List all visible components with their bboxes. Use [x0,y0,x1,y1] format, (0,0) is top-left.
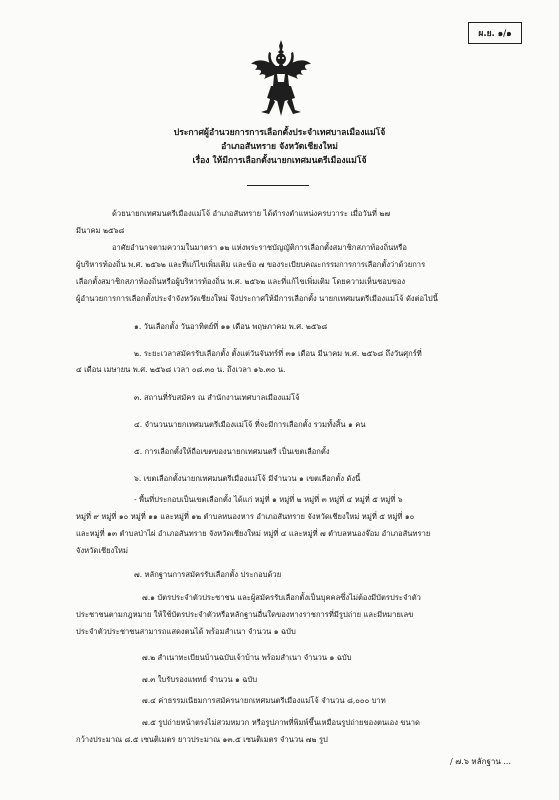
intro-p2-line3: เลือกตั้งสมาชิกสภาท้องถิ่นหรือผู้บริหารท้องถิ่น พ.ศ. ๒๕๖๒ และที่แก้ไขเพิ่มเติม โดยความเห็นชอบของ [76,277,406,286]
intro-p2-line4: ผู้อำนวยการการเลือกตั้งประจำจังหวัดเชียงใหม่ จึงประกาศให้มีการเลือกตั้ง นายกเทศมนตรีเมืองแม่โจ้ ดังต่อไปนี้ [76,294,438,303]
item-7-5-line2: กว้างประมาณ ๘.๕ เซนติเมตร ยาวประมาณ ๑๓.๕ เซนติเมตร จำนวน ๗๒ รูป [76,735,328,744]
intro-p1-line1: ด้วยนายกเทศมนตรีเมืองแม่โจ้ อำเภอสันทราย ได้ดำรงตำแหน่งครบวาระ เมื่อวันที่ ๒๗ [112,209,391,218]
item-4-count: ๔. จำนวนนายกเทศมนตรีเมืองแม่โจ้ ที่จะมีการเลือกตั้ง รวมทั้งสิ้น ๑ คน [134,420,366,429]
announcement-header [0,126,559,168]
intro-p2-line1: อาศัยอำนาจตามความในมาตรา ๑๒ แห่งพระราชบัญญัติการเลือกตั้งสมาชิกสภาท้องถิ่นหรือ [112,243,407,252]
header-title-line2: อำเภอสันทราย จังหวัดเชียงใหม่ [221,142,338,152]
area-line4: จังหวัดเชียงใหม่ [76,546,128,555]
item-7-4: ๗.๔ ค่าธรรมเนียมการสมัครนายกเทศมนตรีเมืองแม่โจ้ จำนวน ๘,๐๐๐ บาท [142,696,386,705]
item-7-documents: ๗. หลักฐานการสมัครรับเลือกตั้ง ประกอบด้วย [134,570,282,579]
header-divider [247,185,309,186]
item-7-3: ๗.๓ ใบรับรองแพทย์ จำนวน ๑ ฉบับ [142,675,258,684]
item-7-1-line2: ประชาชนตามกฎหมาย ให้ใช้บัตรประจำตัวหรือหลักฐานอื่นใดของทางราชการที่มีรูปถ่าย และมีหมายเลข [76,610,414,619]
item-6-zones: ๖. เขตเลือกตั้งนายกเทศมนตรีเมืองแม่โจ้ มีจำนวน ๑ เขตเลือกตั้ง ดังนี้ [134,474,361,483]
header-title-line1: ประกาศผู้อำนวยการการเลือกตั้งประจำเทศบาลเมืองแม่โจ้ [173,128,386,138]
item-2-line1: ๒. ระยะเวลาสมัครรับเลือกตั้ง ตั้งแต่วันจันทร์ที่ ๓๑ เดือน มีนาคม พ.ศ. ๒๕๖๘ ถึงวันศุกร์ที่ [134,349,422,358]
intro-p2-line2: ผู้บริหารท้องถิ่น พ.ศ. ๒๕๖๒ และที่แก้ไขเพิ่มเติม และข้อ ๗ ของระเบียบคณะกรรมการการเลือกตั้งว่าด้วยการ [76,260,426,269]
area-line1: - พื้นที่ประกอบเป็นเขตเลือกตั้ง ได้แก่ หมู่ที่ ๑ หมู่ที่ ๒ หมู่ที่ ๓ หมู่ที่ ๔ หมู่ที่ ๕ หมู่ที่ ๖ [134,495,403,504]
garuda-emblem-icon [249,38,313,118]
item-7-1-line1: ๗.๑ บัตรประจำตัวประชาชน และผู้สมัครรับเลือกตั้งเป็นบุคคลซึ่งไม่ต้องมีบัตรประจำตัว [142,593,421,602]
item-3-location: ๓. สถานที่รับสมัคร ณ สำนักงานเทศบาลเมืองแม่โจ้ [134,393,300,402]
item-7-5-line1: ๗.๕ รูปถ่ายหน้าตรงไม่สวมหมวก หรือรูปภาพที่พิมพ์ขึ้นเหมือนรูปถ่ายของตนเอง ขนาด [142,718,420,727]
intro-p1-line2: มีนาคม ๒๕๖๘ [76,226,125,235]
item-1-election-date: ๑. วันเลือกตั้ง วันอาทิตย์ที่ ๑๑ เดือน พฤษภาคม พ.ศ. ๒๕๖๘ [134,322,328,331]
area-line3: และหมู่ที่ ๑๓ ตำบลป่าไผ่ อำเภอสันทราย จังหวัดเชียงใหม่ หมู่ที่ ๔ และหมู่ที่ ๗ ตำบลหนองจ๊อม อำเภอสันทราย [76,529,431,538]
area-line2: หมู่ที่ ๙ หมู่ที่ ๑๐ หมู่ที่ ๑๑ และหมู่ที่ ๑๒ ตำบลหนองหาร อำเภอสันทราย จังหวัดเชียงใหม่ หมู่ที่ ๕ หมู่ที่ ๑๐ [76,512,415,521]
item-2-line2: ๔ เดือน เมษายน พ.ศ. ๒๕๖๘ เวลา ๐๘.๓๐ น. ถึงเวลา ๑๖.๓๐ น. [76,365,286,374]
item-7-1-line3: ประจำตัวประชาชนสามารถแสดงตนได้ พร้อมสำเนา จำนวน ๑ ฉบับ [76,627,296,636]
form-code-box: ผ.ย. ๑/๑ [468,22,522,44]
item-5-district: ๕. การเลือกตั้งให้ถือเขตของนายกเทศมนตรี เป็นเขตเลือกตั้ง [134,447,330,456]
continuation-note: / ๗.๖ หลักฐาน ... [450,757,511,766]
header-subject-line: เรื่อง ให้มีการเลือกตั้งนายกเทศมนตรีเมืองแม่โจ้ [192,156,367,166]
item-7-2: ๗.๒ สำเนาทะเบียนบ้านฉบับเจ้าบ้าน พร้อมสำเนา จำนวน ๑ ฉบับ [142,653,352,662]
